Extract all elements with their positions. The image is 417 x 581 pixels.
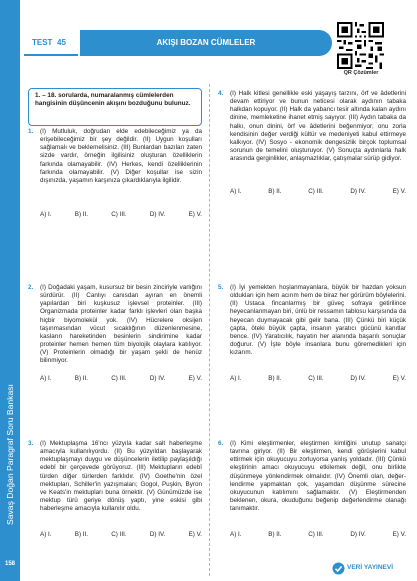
- question-5: [218, 284, 406, 382]
- option-e[interactable]: E) V.: [188, 375, 202, 382]
- instructions-box: 1. – 18. sorularda, numaralanmış cümlelerden hangisinin düşüncenin akışını bozduğunu bulunuz.: [28, 88, 202, 126]
- option-c[interactable]: C) III.: [308, 188, 324, 195]
- option-b[interactable]: B) II.: [74, 375, 89, 382]
- test-label: TEST: [32, 38, 53, 47]
- option-c[interactable]: C) III.: [111, 211, 127, 218]
- question-number: 2.: [28, 284, 34, 291]
- question-number: 5.: [218, 284, 224, 291]
- page-number: 158: [4, 561, 15, 567]
- question-text: (I) Mutluluk, doğrudan elde edebileceğimiz ya da erişebileceğimiz bir şey değildir. (II) Uygun koşulları sağlamalı ve beklemelisiniz. (III) Bunlardan bazıları zaten sizde vardır, örneğin ilgilisiniz oluşturan özelliklerin farkında olamayabilir. (IV) Herkes, kendi özelliklerinin farkında olamayabilir. (V) Diğer koşullar ise sizin dışınızda, yaşamın karşınıza çıkardıklarıyla ilgilidir.: [40, 128, 202, 184]
- question-text: (I) Mektuplaşma 16'ncı yüzyıla kadar salt haberleşme amacıyla kullanılıyordu. (II) Bu yüzyıldan başlayarak mektuplaşmayı duygu ve düşüncelerin iletilip paylaşıldığı edebî bir çerçevede görüyoruz. (III) Mektupların edebî türden diğer türlerden farklıdır. (IV) Goethe'nin özel mektupları, Schiller'in yazışmaları; Gogol, Puşkin, Byron ve Keats'in mektupları buna örnektir. (V) Günümüzde ise mektup türü geriye dönüş yaptı, yine eskisi gibi haberleşme amacıyla kullanılır oldu.: [40, 440, 202, 513]
- publisher-check-icon: [332, 562, 345, 575]
- column-divider: [209, 84, 210, 576]
- option-d[interactable]: D) IV.: [149, 211, 166, 218]
- option-c[interactable]: C) III.: [111, 531, 127, 538]
- option-e[interactable]: E) V.: [188, 211, 202, 218]
- question-text: (I) Halk kitlesi genellikle eski yaşayış tarzını, örf ve âdetlerini devam ettiriyor ve bunun neticesi olarak aydının tabaka halkdan kopuyor. (II) Halk da yabancı tesir altında kalan aydını dinine, memleketine ihanet etmiş sayıyor. (III) Aydın tabaka da halkı, onun dinini, örf ve âdetlerini beğenmiyor; onu zorla kendisinin değer verdiği kültür ve medeniyeti kabul ettirmeye kalkıyor. (IV) Sosyo - ekonomik dengesizlik birçok toplumsal sorunun de temelini oluşturuyor. (V) Sonuçta aydınlarla halk arasında gerginlikler, anlaşmazlıklar, çatışmalar sürüp gidiyor.: [230, 90, 406, 163]
- option-e[interactable]: E) V.: [392, 531, 406, 538]
- page-title: AKIŞI BOZAN CÜMLELER: [156, 38, 256, 47]
- option-c[interactable]: C) III.: [308, 375, 324, 382]
- option-c[interactable]: C) III.: [111, 375, 127, 382]
- question-text: (I) Kimi eleştirmenler, eleştirmen kimliğini unutup sanatçı tavrına giriyor. (II) Bir eleştirmen, kendi görüşlerini kabul ettirmek için okuyucuyu zorluyorsa yanlış yoldadır. (III) Çünkü eleştirinin amacı okuyucuyu etkilemek değil, onu birlikte düşünmeye yönlendirmek olmalıdır. (IV) Önemli olan, değerlendirme yapmaktan çok, yaşamdan düşünme sürecine okuyucunun katılımını sağlamaktır. (V) Eleştirmenden beklenen, okura, okuduğunu beğenip değerlendirme olanağı tanımaktır.: [230, 440, 406, 513]
- option-e[interactable]: E) V.: [188, 531, 202, 538]
- question-text: (I) Doğadaki yaşam, kusursuz bir besin zinciriyle varlığını sürdürür. (II) Canlıyı canısdan ayıran en önemli yapılardan biri kuşkusuz işlevsel proteinler. (III) Organizmada proteinler kadar farklı işlevleri olan başka hiçbir biyomolekül yok. (IV) Hücrelere oksijen taşınmasından vücut sıcaklığının düzenlenmesine, kasların hareketinden besinlerin sindirimine kadar proteinler hemen hemen tüm biyolojik olaylara katılıyor. (V) Proteinlerin olmadığı bir yaşam şekli de henüz bilinmiyor.: [40, 284, 202, 365]
- qr-caption: QR Çözümler: [343, 70, 379, 76]
- answer-options: [40, 375, 202, 383]
- option-e[interactable]: E) V.: [392, 188, 406, 195]
- option-e[interactable]: E) V.: [392, 375, 406, 382]
- test-number: 45: [57, 38, 66, 47]
- answer-options: [230, 531, 406, 539]
- publisher-name: VERİ YAYINEVİ: [347, 564, 394, 571]
- option-a[interactable]: A) I.: [40, 531, 52, 538]
- test-header: [24, 30, 330, 56]
- option-a[interactable]: A) I.: [230, 531, 242, 538]
- option-c[interactable]: C) III.: [308, 531, 324, 538]
- answer-options: [230, 188, 406, 196]
- option-d[interactable]: D) IV.: [149, 531, 166, 538]
- option-d[interactable]: D) IV.: [350, 188, 366, 195]
- option-a[interactable]: A) I.: [230, 188, 242, 195]
- title-bar: [80, 30, 332, 56]
- question-2: [28, 284, 202, 382]
- option-b[interactable]: B) II.: [74, 211, 89, 218]
- question-number: 4.: [218, 90, 224, 97]
- question-number: 1.: [28, 128, 34, 135]
- answer-options: [40, 211, 202, 219]
- answer-options: [230, 375, 406, 383]
- book-title: Savaş Doğan Paragraf Soru Bankası: [5, 384, 15, 526]
- question-1: [28, 128, 202, 218]
- option-d[interactable]: D) IV.: [350, 375, 366, 382]
- question-number: 6.: [218, 440, 224, 447]
- answer-options: [40, 531, 202, 539]
- option-d[interactable]: D) IV.: [350, 531, 366, 538]
- test-badge: [24, 30, 78, 56]
- question-number: 3.: [28, 440, 34, 447]
- option-b[interactable]: B) II.: [268, 531, 282, 538]
- question-3: [28, 440, 202, 538]
- question-text: (I) İyi yemekten hoşlanmayanlara, büyük bir hazdan yoksun oldukları için hem acırım hem de biraz her görürüm böylelerini. (II) Ustaca fincanlarmış bir güveç sofraya getirilince heyecanlanmayan biri, ünlü bir ressamın tablosu karşısında da heyecan duymayacak gibi gelir bana. (III) Çünkü biri küçük çapta, öteki büyük çapta, insanın yaratıcı gücünü kanıtlar bence. (IV) Yaratıcılık, hayatın her alanında başarılı sonuçlar doğurur. (V) İşte böyle insanlara bunu göremedikleri için kızarım.: [230, 284, 406, 357]
- qr-code-icon[interactable]: [337, 22, 384, 69]
- option-a[interactable]: A) I.: [40, 211, 52, 218]
- option-d[interactable]: D) IV.: [149, 375, 166, 382]
- sidebar-band: [0, 0, 20, 581]
- option-a[interactable]: A) I.: [230, 375, 242, 382]
- option-a[interactable]: A) I.: [40, 375, 52, 382]
- question-6: [218, 440, 406, 538]
- option-b[interactable]: B) II.: [74, 531, 89, 538]
- option-b[interactable]: B) II.: [268, 375, 282, 382]
- question-4: [218, 90, 406, 195]
- option-b[interactable]: B) II.: [268, 188, 282, 195]
- publisher-logo: [332, 561, 412, 575]
